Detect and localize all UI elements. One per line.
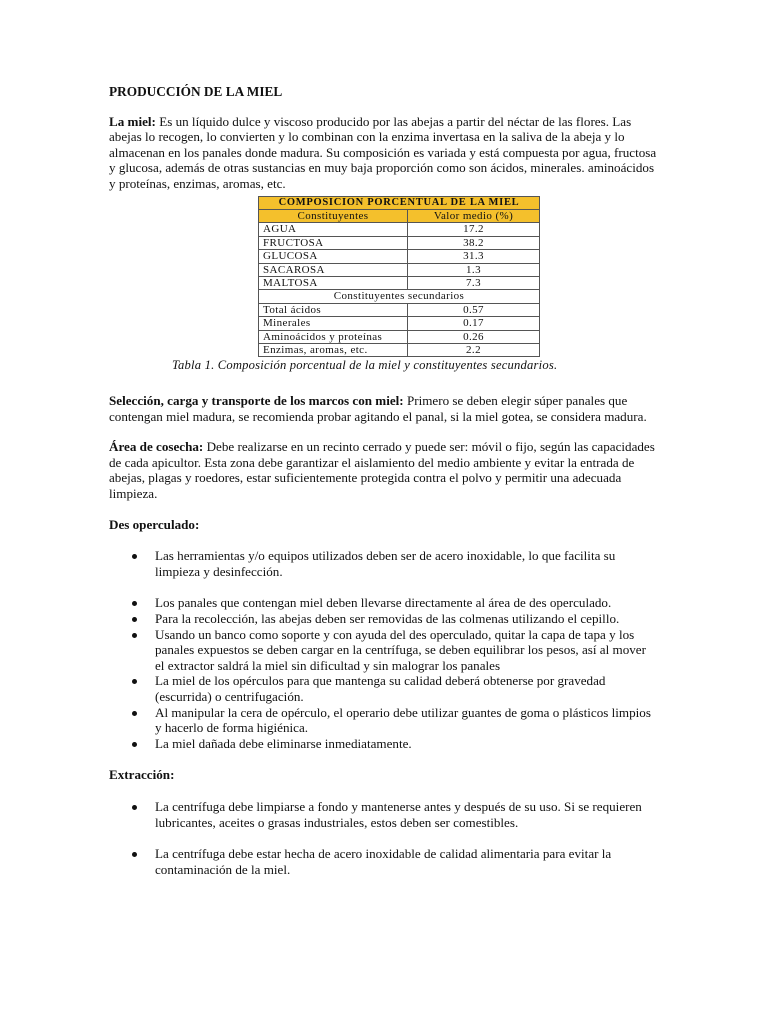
table-row [259, 344, 540, 357]
table-cell-value: 7.3 [408, 277, 540, 290]
table-row [259, 263, 540, 276]
table-column-header: Constituyentes [259, 209, 408, 222]
table-subheading: Constituyentes secundarios [259, 290, 540, 303]
table-cell-name: Total ácidos [259, 303, 408, 316]
table-cell-name: Enzimas, aromas, etc. [259, 344, 408, 357]
composition-table [258, 196, 540, 358]
list-item: La centrífuga debe estar hecha de acero inoxidable de calidad alimentaria para evitar la contaminación de la miel. [109, 846, 657, 877]
intro-label: La miel: [109, 113, 156, 129]
page-title: PRODUCCIÓN DE LA MIEL [109, 84, 283, 99]
table-title: COMPOSICION PORCENTUAL DE LA MIEL [259, 196, 540, 209]
table-row [259, 236, 540, 249]
bullet-icon [132, 601, 137, 606]
table-cell-name: Aminoácidos y proteínas [259, 330, 408, 343]
area-text: Debe realizarse en un recinto cerrado y puede ser: móvil o fijo, según las capacidades de cada apicultor. Esta zona debe garantizar el aislamiento del medio ambiente y evitar la entrada de abejas, plagas y roedores, estar suficientemente protegida contra el polvo y permitir una adecuada limpieza. [109, 439, 655, 501]
bullet-icon [132, 554, 137, 559]
seleccion-paragraph [109, 393, 657, 424]
table-row [259, 277, 540, 290]
bullet-icon [132, 852, 137, 857]
bullet-icon [132, 711, 137, 716]
table-cell-value: 1.3 [408, 263, 540, 276]
table-cell-value: 0.17 [408, 317, 540, 330]
table-caption: Tabla 1. Composición porcentual de la miel y constituyentes secundarios. [172, 358, 558, 373]
desoperculado-list [109, 548, 657, 751]
bullet-icon [132, 742, 137, 747]
bullet-icon [132, 805, 137, 810]
list-item: La miel dañada debe eliminarse inmediatamente. [109, 736, 657, 752]
table-cell-name: GLUCOSA [259, 250, 408, 263]
table-cell-name: SACAROSA [259, 263, 408, 276]
list-item: Para la recolección, las abejas deben ser removidas de las colmenas utilizando el cepillo. [109, 611, 657, 627]
table-cell-value: 17.2 [408, 223, 540, 236]
list-item: Las herramientas y/o equipos utilizados deben ser de acero inoxidable, lo que facilita su limpieza y desinfección. [109, 548, 657, 579]
bullet-icon [132, 617, 137, 622]
intro-paragraph [109, 114, 657, 192]
document-page [109, 84, 657, 877]
table-column-header: Valor medio (%) [408, 209, 540, 222]
list-item: Usando un banco como soporte y con ayuda del des operculado, quitar la capa de tapa y los panales expuestos se deben cargar en la centrífuga, se deben equilibrar los pesos, así al mover el extractor saldrá la miel sin dificultad y sin malograr los panales [109, 627, 657, 674]
list-item: La centrífuga debe limpiarse a fondo y mantenerse antes y después de su uso. Si se requieren lubricantes, aceites o grasas industriales, estos deben ser comestibles. [109, 799, 657, 830]
area-paragraph [109, 439, 657, 501]
table-cell-name: AGUA [259, 223, 408, 236]
table-cell-value: 31.3 [408, 250, 540, 263]
list-item: Los panales que contengan miel deben llevarse directamente al área de des operculado. [109, 595, 657, 611]
seleccion-label: Selección, carga y transporte de los marcos con miel: [109, 393, 404, 409]
table-cell-name: MALTOSA [259, 277, 408, 290]
table-cell-value: 2.2 [408, 344, 540, 357]
extraccion-list [109, 799, 657, 877]
table-row [259, 223, 540, 236]
list-item: Al manipular la cera de opérculo, el operario debe utilizar guantes de goma o plásticos limpios y hacerlo de forma higiénica. [109, 705, 657, 736]
list-item: La miel de los opérculos para que mantenga su calidad deberá obtenerse por gravedad (escurrida) o centrifugación. [109, 673, 657, 704]
table-cell-value: 0.57 [408, 303, 540, 316]
table-cell-value: 38.2 [408, 236, 540, 249]
area-label: Área de cosecha: [109, 439, 204, 455]
table-cell-value: 0.26 [408, 330, 540, 343]
bullet-icon [132, 633, 137, 638]
desoperculado-heading: Des operculado: [109, 516, 200, 532]
table-row [259, 317, 540, 330]
table-row [259, 250, 540, 263]
seleccion-text: Primero se deben elegir súper panales que contengan miel madura, se recomienda probar agitando el panal, si la miel gotea, se considera madura. [109, 393, 647, 424]
table-row [259, 330, 540, 343]
extraccion-heading: Extracción: [109, 767, 175, 783]
bullet-icon [132, 679, 137, 684]
composition-table-wrapper [258, 196, 540, 358]
intro-text: Es un líquido dulce y viscoso producido por las abejas a partir del néctar de las flores. Las abejas lo recogen, lo convierten y lo combinan con la enzima invertasa en la saliva de la abeja y lo almacenan en los panales donde madura. Su composición es variada y está compuesta por agua, fructosa y glucosa, además de otras sustancias en muy baja proporción como son ácidos, minerales. aminoácidos y proteínas, enzimas, aromas, etc. [109, 113, 657, 191]
table-cell-name: FRUCTOSA [259, 236, 408, 249]
table-row [259, 303, 540, 316]
table-cell-name: Minerales [259, 317, 408, 330]
